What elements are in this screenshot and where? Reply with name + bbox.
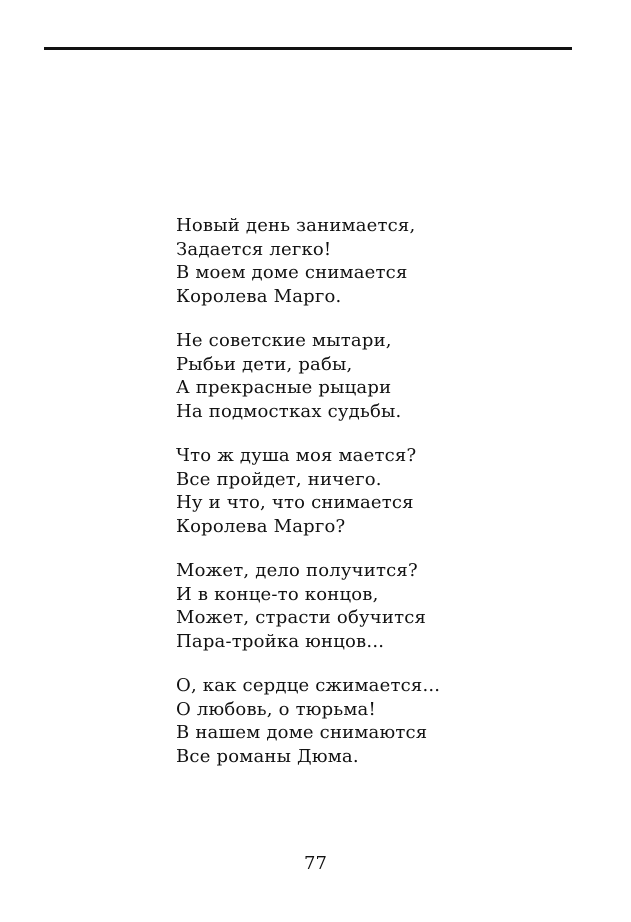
poem-line: Задается легко! — [176, 238, 332, 260]
stanza-4 — [176, 559, 506, 653]
poem-line: В моем доме снимается — [176, 262, 408, 283]
poem-line: А прекрасные рыцари — [176, 377, 392, 398]
header-rule — [44, 47, 572, 50]
stanza-3 — [176, 444, 506, 538]
poem-line: На подмостках судьбы. — [176, 400, 402, 422]
poem-line: Королева Марго. — [176, 285, 342, 307]
poem-line: В нашем доме снимаются — [176, 722, 428, 743]
stanza-5 — [176, 674, 506, 768]
poem-line: Ну и что, что снимается — [176, 492, 414, 513]
poem-line: Королева Марго? — [176, 515, 346, 537]
poem-line: Рыбьи дети, рабы, — [176, 353, 353, 375]
poem-line: Все пройдет, ничего. — [176, 468, 382, 490]
page-number: 77 — [304, 853, 327, 874]
stanza-1 — [176, 214, 506, 308]
poem-line: Может, дело получится? — [176, 560, 418, 581]
poem-line: Может, страсти обучится — [176, 607, 427, 628]
poem-line: Не советские мытари, — [176, 330, 392, 351]
poem-line: И в конце-то концов, — [176, 583, 379, 605]
poem-line: Что ж душа моя мается? — [176, 445, 417, 466]
poem-line: О, как сердце сжимается... — [176, 675, 441, 696]
poem-line: Пара-тройка юнцов... — [176, 630, 385, 652]
poem-line: Новый день занимается, — [176, 215, 416, 236]
poem — [176, 214, 506, 789]
stanza-2 — [176, 329, 506, 423]
poem-line: О любовь, о тюрьма! — [176, 698, 376, 720]
poem-line: Все романы Дюма. — [176, 745, 359, 767]
